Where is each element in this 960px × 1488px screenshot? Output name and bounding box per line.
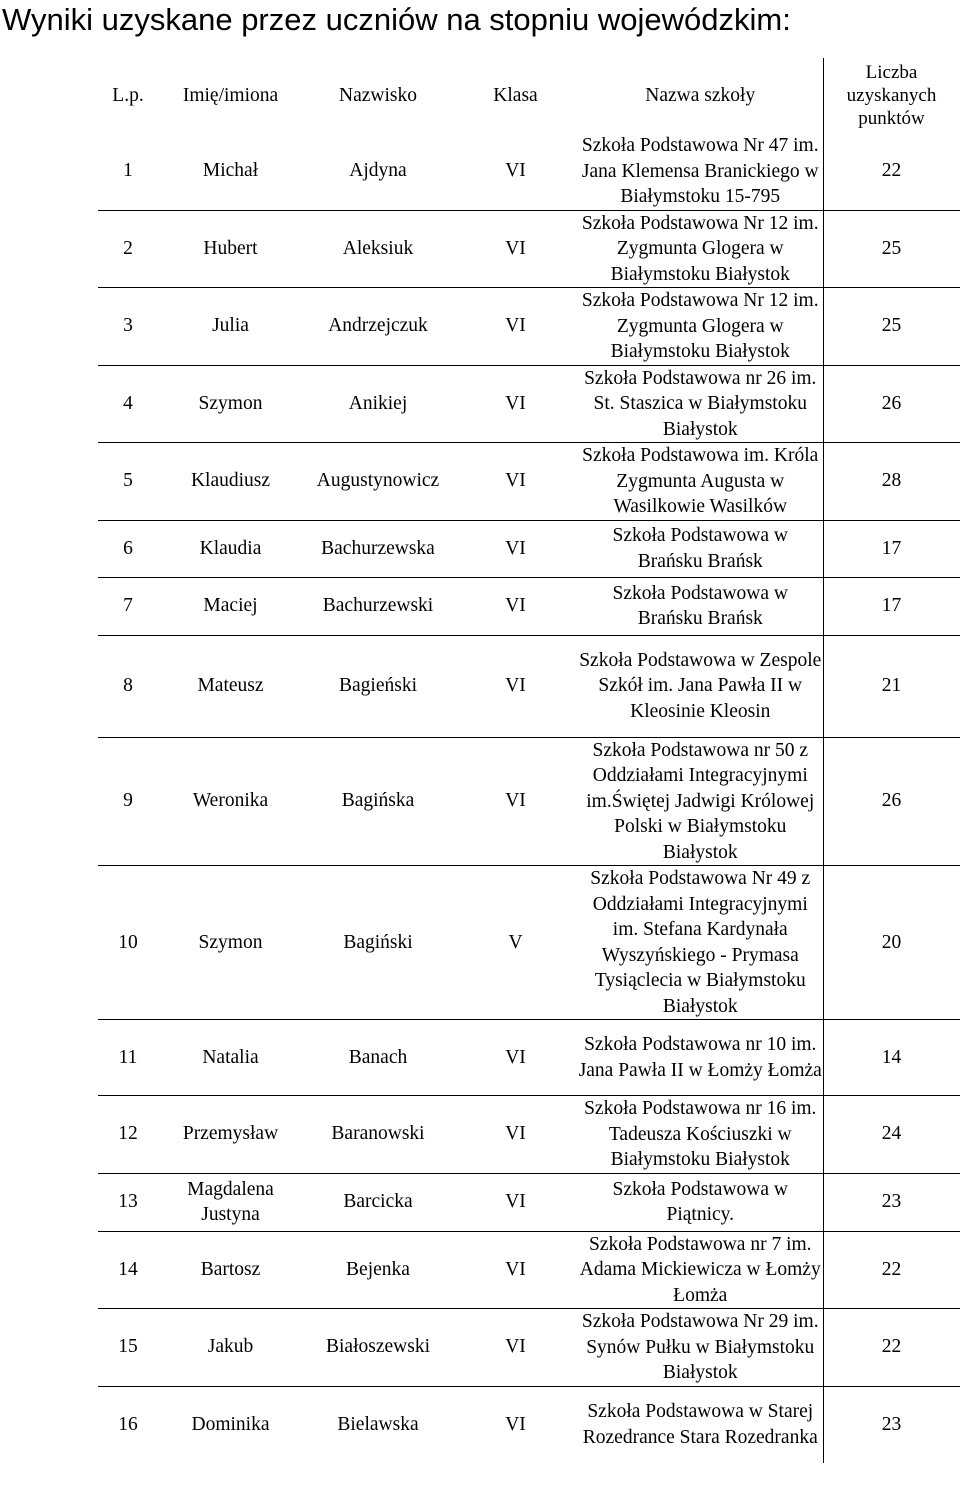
cell-first-name: Julia xyxy=(212,315,249,337)
cell-school: Szkoła Podstawowa Nr 12 im. Zygmunta Glogera w Białymstoku Białystok xyxy=(581,290,819,362)
cell-school: Szkoła Podstawowa Nr 29 im. Synów Pułku w Białymstoku Białystok xyxy=(581,1311,819,1383)
cell-class: VI xyxy=(505,160,526,182)
cell-school: Szkoła Podstawowa w Brańsku Brańsk xyxy=(612,525,788,572)
cell-score: 17 xyxy=(823,577,960,635)
cell-score: 20 xyxy=(823,866,960,1020)
results-table xyxy=(98,58,960,1463)
cell-score: 25 xyxy=(823,288,960,366)
cell-lp: 8 xyxy=(123,675,133,696)
cell-first-name: Mateusz xyxy=(197,675,264,696)
cell-last-name: Augustynowicz xyxy=(316,470,440,492)
cell-class: VI xyxy=(505,470,526,492)
cell-first-name: Bartosz xyxy=(200,1258,261,1280)
cell-first-name: Natalia xyxy=(202,1046,259,1068)
cell-lp: 4 xyxy=(123,392,133,414)
cell-first-name: Maciej xyxy=(203,595,258,616)
cell-score: 25 xyxy=(823,210,960,288)
cell-lp: 14 xyxy=(118,1258,138,1280)
cell-class: VI xyxy=(505,537,526,559)
table-row xyxy=(98,443,960,521)
cell-school: Szkoła Podstawowa w Starej Rozedrance Stara Rozedranka xyxy=(582,1401,818,1448)
cell-last-name: Banach xyxy=(348,1046,408,1068)
cell-last-name: Białoszewski xyxy=(326,1336,430,1358)
header-lp: L.p. xyxy=(112,84,144,106)
cell-first-name: Szymon xyxy=(198,931,263,953)
cell-lp: 16 xyxy=(118,1413,138,1435)
cell-lp: 2 xyxy=(123,237,133,259)
cell-class: VI xyxy=(505,237,526,259)
cell-score: 14 xyxy=(823,1020,960,1096)
cell-school: Szkoła Podstawowa nr 7 im. Adama Mickiewicza w Łomży Łomża xyxy=(579,1233,821,1306)
cell-first-name: Michał xyxy=(202,160,259,182)
table-row xyxy=(98,210,960,288)
cell-class: VI xyxy=(505,1046,526,1068)
cell-last-name: Barcicka xyxy=(343,1191,413,1212)
cell-lp: 12 xyxy=(118,1123,138,1145)
cell-last-name: Aleksiuk xyxy=(342,237,414,259)
cell-class: VI xyxy=(505,1258,526,1280)
table-row xyxy=(98,1309,960,1387)
header-row xyxy=(98,58,960,133)
results-body xyxy=(98,133,960,1463)
cell-first-name: Dominika xyxy=(191,1413,270,1435)
header-school: Nazwa szkoły xyxy=(645,84,756,106)
cell-first-name: Jakub xyxy=(207,1336,254,1358)
cell-class: V xyxy=(508,931,523,953)
table-row xyxy=(98,866,960,1020)
cell-school: Szkoła Podstawowa nr 50 z Oddziałami Integracyjnymi im.Świętej Jadwigi Królowej Polski w Białymstoku Białystok xyxy=(586,739,815,863)
page-title: Wyniki uzyskane przez uczniów na stopniu wojewódzkim: xyxy=(2,2,791,37)
cell-last-name: Anikiej xyxy=(348,392,408,414)
cell-first-name: Magdalena Justyna xyxy=(187,1179,274,1225)
table-row xyxy=(98,365,960,443)
cell-first-name: Klaudia xyxy=(199,537,262,559)
cell-score: 17 xyxy=(823,520,960,577)
cell-lp: 11 xyxy=(118,1046,138,1068)
cell-school: Szkoła Podstawowa Nr 12 im. Zygmunta Glogera w Białymstoku Białystok xyxy=(581,212,819,285)
cell-lp: 10 xyxy=(118,931,138,953)
cell-class: VI xyxy=(505,595,526,616)
cell-last-name: Bachurzewski xyxy=(322,595,434,616)
header-score: Liczba uzyskanych punktów xyxy=(823,58,960,133)
table-row xyxy=(98,1173,960,1231)
table-row xyxy=(98,1096,960,1174)
cell-school: Szkoła Podstawowa w Zespole Szkół im. Jana Pawła II w Kleosinie Kleosin xyxy=(579,649,822,722)
cell-first-name: Weronika xyxy=(192,790,269,812)
cell-score: 23 xyxy=(823,1173,960,1231)
cell-lp: 13 xyxy=(118,1191,138,1212)
cell-class: VI xyxy=(505,1336,526,1358)
cell-class: VI xyxy=(505,790,526,812)
cell-score: 26 xyxy=(823,365,960,443)
cell-lp: 6 xyxy=(123,537,133,559)
cell-score: 22 xyxy=(823,1231,960,1309)
cell-score: 22 xyxy=(823,133,960,210)
table-row xyxy=(98,1231,960,1309)
cell-lp: 7 xyxy=(123,595,133,616)
table-row xyxy=(98,1020,960,1096)
table-row xyxy=(98,635,960,737)
cell-score: 26 xyxy=(823,737,960,866)
cell-first-name: Przemysław xyxy=(182,1123,279,1145)
cell-lp: 1 xyxy=(123,160,133,182)
cell-first-name: Szymon xyxy=(198,392,263,414)
cell-first-name: Hubert xyxy=(203,237,258,259)
cell-class: VI xyxy=(505,392,526,414)
cell-last-name: Andrzejczuk xyxy=(328,315,428,337)
cell-last-name: Bielawska xyxy=(337,1413,419,1435)
cell-last-name: Bejenka xyxy=(346,1258,410,1280)
header-last-name: Nazwisko xyxy=(339,84,417,106)
table-row xyxy=(98,520,960,577)
cell-school: Szkoła Podstawowa Nr 49 z Oddziałami Integracyjnymi im. Stefana Kardynała Wyszyńskiego - Prymasa Tysiąclecia w Białymstoku Białystok xyxy=(590,868,811,1017)
cell-class: VI xyxy=(505,1191,526,1212)
cell-class: VI xyxy=(505,315,526,337)
cell-class: VI xyxy=(505,1413,526,1435)
cell-last-name: Baranowski xyxy=(331,1123,425,1145)
cell-score: 23 xyxy=(823,1386,960,1463)
cell-school: Szkoła Podstawowa w Piątnicy. xyxy=(612,1178,788,1225)
cell-last-name: Bagiński xyxy=(343,931,413,953)
cell-school: Szkoła Podstawowa nr 10 im. Jana Pawła II w Łomży Łomża xyxy=(578,1034,822,1081)
cell-lp: 15 xyxy=(118,1336,138,1358)
cell-last-name: Bagieński xyxy=(339,675,417,696)
table-row xyxy=(98,1386,960,1463)
cell-last-name: Bagińska xyxy=(341,790,415,812)
cell-lp: 9 xyxy=(123,790,133,812)
cell-last-name: Ajdyna xyxy=(349,160,407,182)
cell-class: VI xyxy=(505,1123,526,1145)
header-first-name: Imię/imiona xyxy=(182,84,279,106)
table-row xyxy=(98,288,960,366)
header-class: Klasa xyxy=(493,84,538,106)
cell-first-name: Klaudiusz xyxy=(190,470,271,492)
cell-lp: 3 xyxy=(123,315,133,337)
cell-last-name: Bachurzewska xyxy=(321,537,435,559)
cell-school: Szkoła Podstawowa w Brańsku Brańsk xyxy=(612,582,788,629)
cell-school: Szkoła Podstawowa im. Króla Zygmunta Augusta w Wasilkowie Wasilków xyxy=(582,445,819,517)
cell-score: 22 xyxy=(823,1309,960,1387)
cell-school: Szkoła Podstawowa nr 16 im. Tadeusza Kościuszki w Białymstoku Białystok xyxy=(584,1098,817,1170)
cell-score: 24 xyxy=(823,1096,960,1174)
table-row xyxy=(98,133,960,210)
cell-lp: 5 xyxy=(123,470,133,492)
table-row xyxy=(98,737,960,866)
cell-class: VI xyxy=(505,675,526,696)
cell-score: 21 xyxy=(823,635,960,737)
cell-school: Szkoła Podstawowa nr 26 im. St. Staszica w Białymstoku Białystok xyxy=(584,367,817,440)
table-row xyxy=(98,577,960,635)
cell-score: 28 xyxy=(823,443,960,521)
cell-school: Szkoła Podstawowa Nr 47 im. Jana Klemensa Branickiego w Białymstoku 15-795 xyxy=(581,135,819,207)
